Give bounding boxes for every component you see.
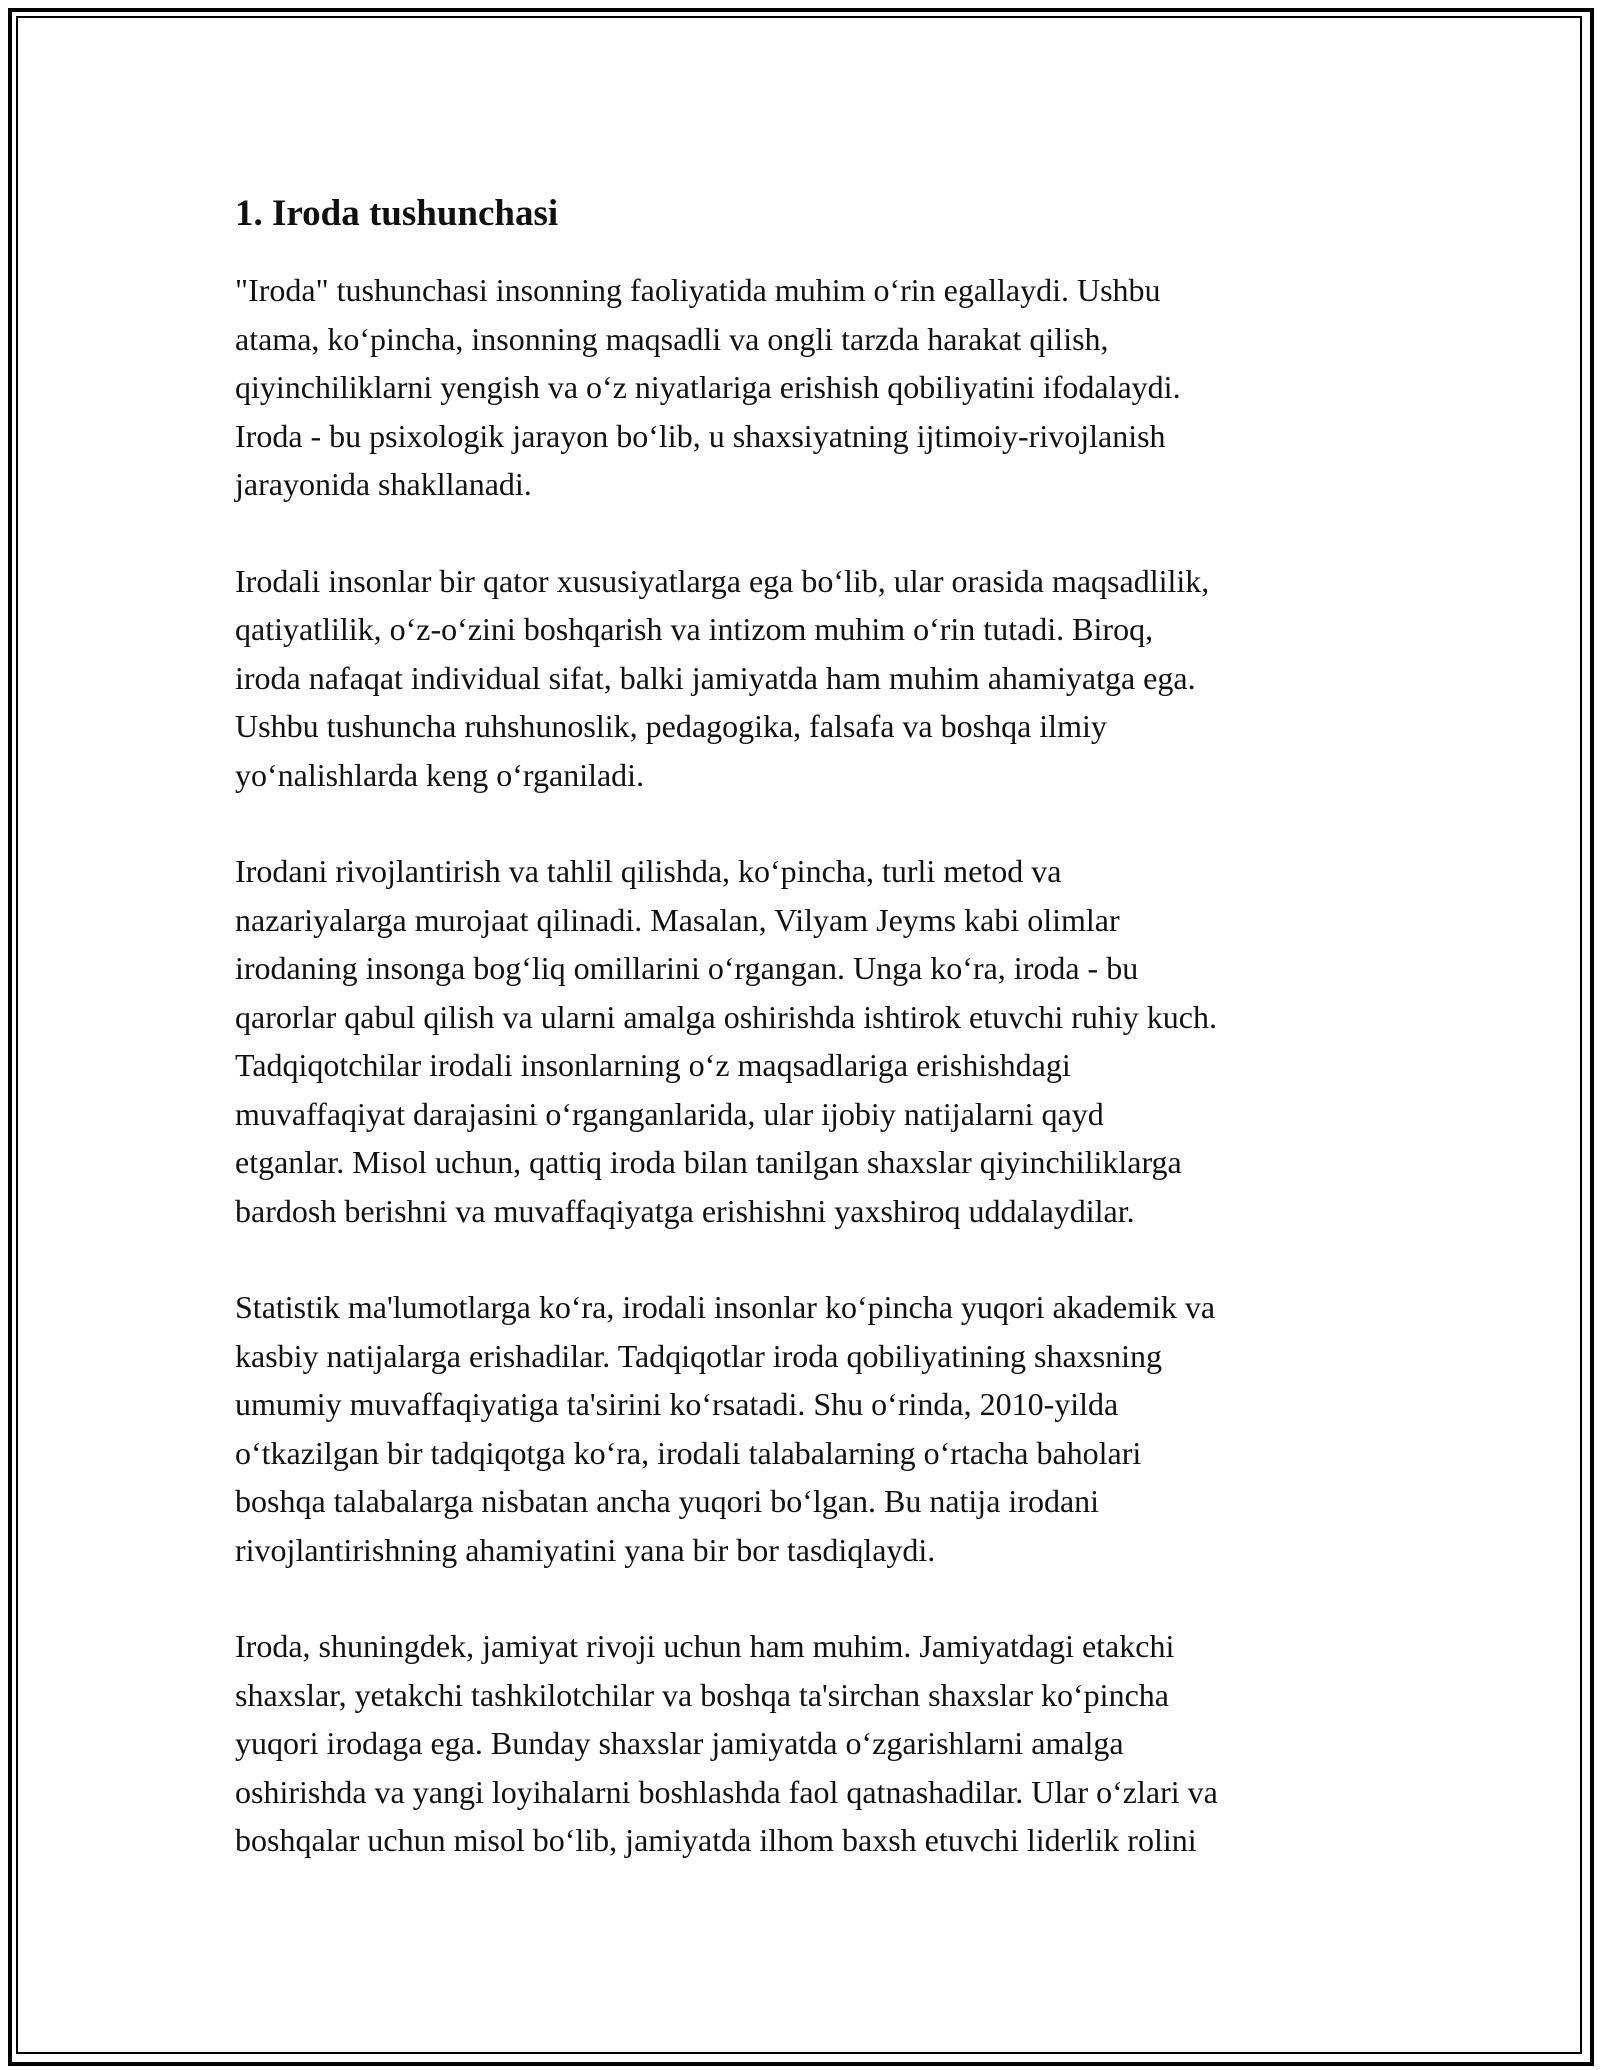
text-line: yoʻnalishlarda keng oʻrganiladi. xyxy=(235,756,645,793)
text-line: iroda nafaqat individual sifat, balki jamiyatda ham muhim ahamiyatga ega. xyxy=(235,659,1196,696)
text-line: boshqa talabalarga nisbatan ancha yuqori boʻlgan. Bu natija irodani xyxy=(235,1483,1100,1519)
text-line: Iroda, shuningdek, jamiyat rivoji uchun ham muhim. Jamiyatdagi etakchi xyxy=(235,1628,1175,1664)
text-line: nazariyalarga murojaat qilinadi. Masalan, Vilyam Jeyms kabi olimlar xyxy=(235,901,1120,938)
text-line: Tadqiqotchilar irodali insonlarning oʻz maqsadlariga erishishdagi xyxy=(235,1047,1071,1083)
text-line: yuqori irodaga ega. Bunday shaxslar jamiyatda oʻzgarishlarni amalga xyxy=(235,1725,1124,1761)
paragraph xyxy=(235,1622,1375,1865)
text-line: Irodani rivojlantirish va tahlil qilishda, koʻpincha, turli metod va xyxy=(235,853,1062,889)
text-line: rivojlantirishning ahamiyatini yana bir bor tasdiqlaydi. xyxy=(235,1531,936,1568)
text-line: etganlar. Misol uchun, qattiq iroda bilan tanilgan shaxslar qiyinchiliklarga xyxy=(235,1144,1182,1180)
text-line: shaxslar, yetakchi tashkilotchilar va boshqa ta'sirchan shaxslar koʻpincha xyxy=(235,1676,1169,1713)
text-line: boshqalar uchun misol boʻlib, jamiyatda ilhom baxsh etuvchi liderlik rolini xyxy=(235,1822,1197,1858)
text-line: qarorlar qabul qilish va ularni amalga oshirishda ishtirok etuvchi ruhiy kuch. xyxy=(235,998,1217,1035)
paragraph xyxy=(235,1283,1375,1574)
text-line: Ushbu tushuncha ruhshunoslik, pedagogika, falsafa va boshqa ilmiy xyxy=(235,708,1107,744)
text-line: umumiy muvaffaqiyatiga ta'sirini koʻrsatadi. Shu oʻrinda, 2010-yilda xyxy=(235,1386,1119,1422)
text-line: bardosh berishni va muvaffaqiyatga erishishni yaxshiroq uddalaydilar. xyxy=(235,1192,1135,1229)
text-line: muvaffaqiyat darajasini oʻrganganlarida, ular ijobiy natijalarni qayd xyxy=(235,1095,1104,1132)
text-line: Iroda - bu psixologik jarayon boʻlib, u shaxsiyatning ijtimoiy-rivojlanish xyxy=(235,417,1166,454)
text-line: Statistik ma'lumotlarga koʻra, irodali insonlar koʻpincha yuqori akademik va xyxy=(235,1289,1216,1325)
paragraph xyxy=(235,266,1375,509)
text-line: atama, koʻpincha, insonning maqsadli va ongli tarzda harakat qilish, xyxy=(235,320,1109,357)
text-line: Irodali insonlar bir qator xususiyatlarga ega boʻlib, ular orasida maqsadlilik, xyxy=(235,562,1210,599)
text-line: qiyinchiliklarni yengish va oʻz niyatlariga erishish qobiliyatini ifodalaydi. xyxy=(235,369,1181,405)
text-line: jarayonida shakllanadi. xyxy=(235,466,532,502)
text-line: oshirishda va yangi loyihalarni boshlashda faol qatnashadilar. Ular oʻzlari va xyxy=(235,1773,1218,1810)
text-line: "Iroda" tushunchasi insonning faoliyatida muhim oʻrin egallaydi. Ushbu xyxy=(235,272,1161,308)
document-body xyxy=(235,180,1375,1913)
text-line: kasbiy natijalarga erishadilar. Tadqiqotlar iroda qobiliyatining shaxsning xyxy=(235,1337,1163,1374)
section-heading: 1. Iroda tushunchasi xyxy=(235,193,559,234)
paragraph xyxy=(235,557,1375,800)
text-line: irodaning insonga bogʻliq omillarini oʻrgangan. Unga koʻra, iroda - bu xyxy=(235,950,1139,986)
paragraph-container xyxy=(235,266,1375,1865)
text-line: oʻtkazilgan bir tadqiqotga koʻra, irodali talabalarning oʻrtacha baholari xyxy=(235,1434,1142,1471)
text-line: qatiyatlilik, oʻz-oʻzini boshqarish va intizom muhim oʻrin tutadi. Biroq, xyxy=(235,611,1154,647)
paragraph xyxy=(235,847,1375,1235)
